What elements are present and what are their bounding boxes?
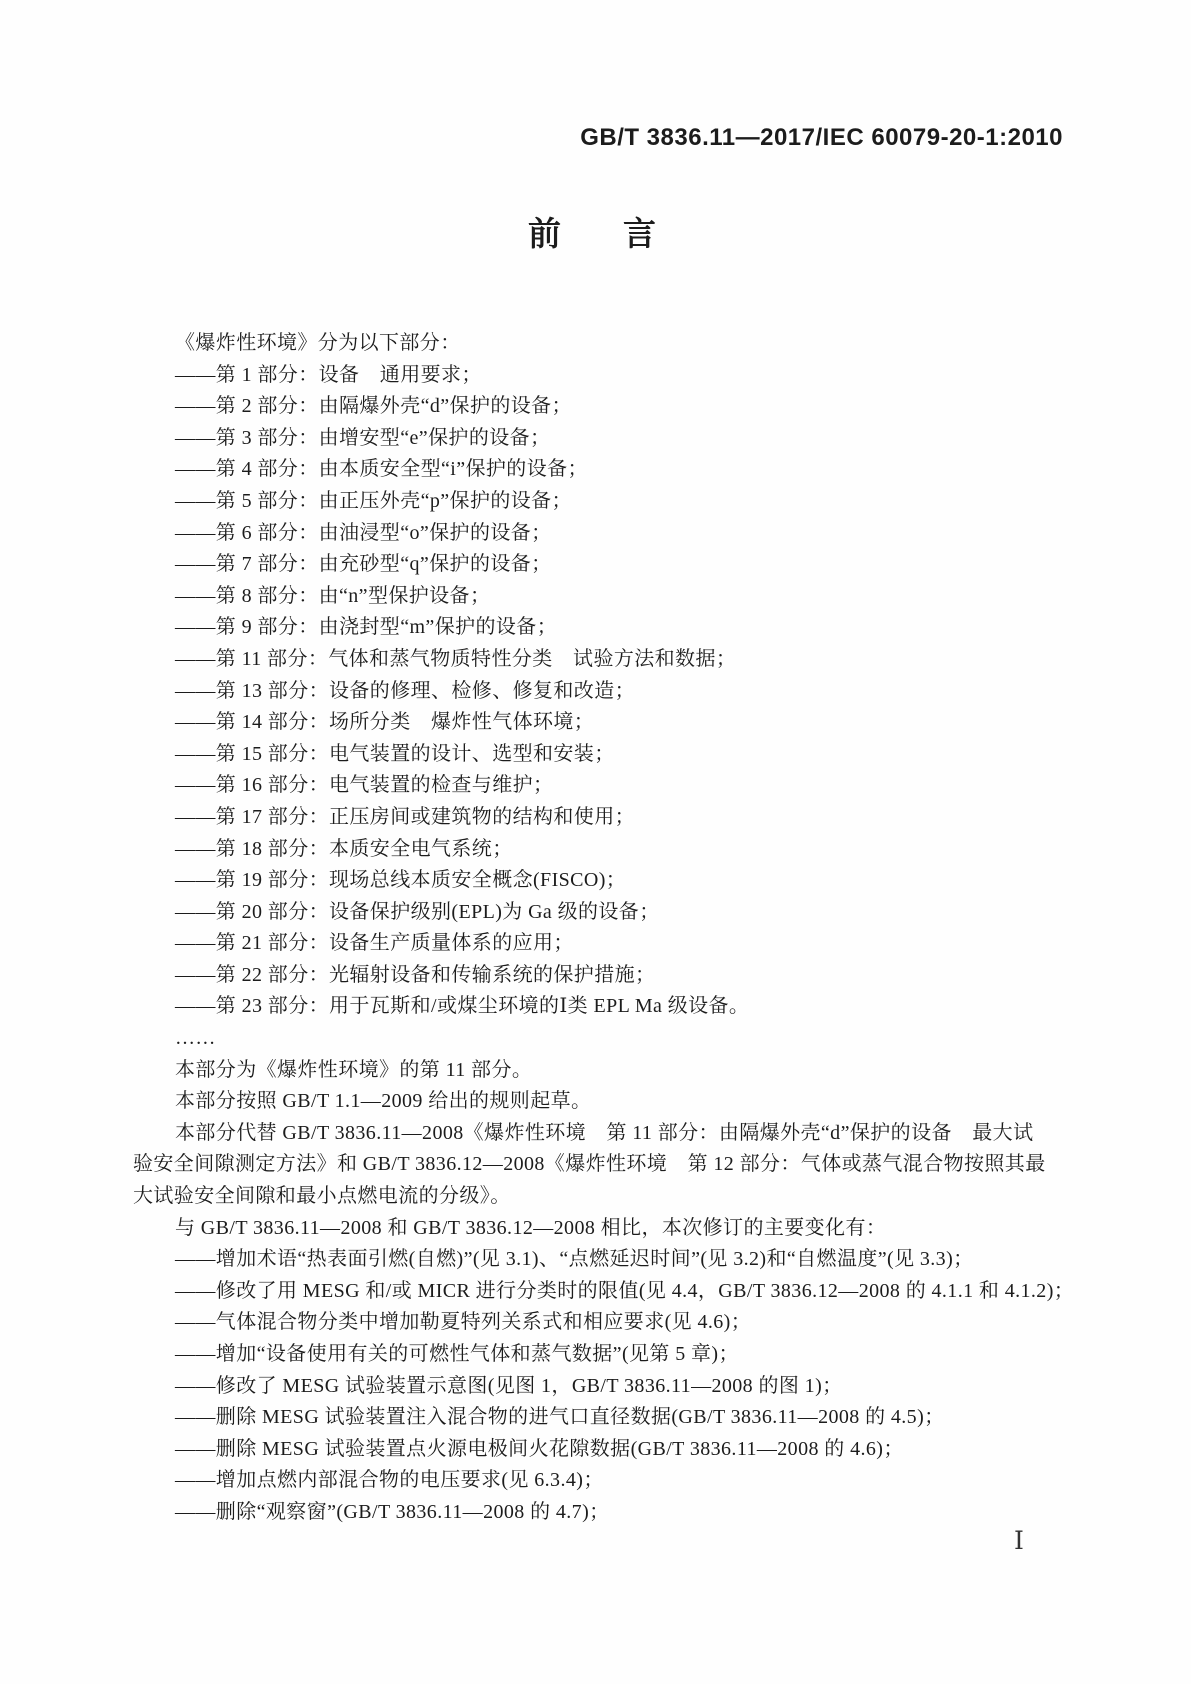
foreword-line: ——第 4 部分：由本质安全型“i”保护的设备； (175, 458, 588, 481)
foreword-line: ——第 1 部分：设备 通用要求； (175, 363, 482, 386)
foreword-line: ——修改了 MESG 试验装置示意图(见图 1，GB/T 3836.11—2008 的图 1)； (175, 1374, 843, 1397)
foreword-line: ——第 3 部分：由增安型“e”保护的设备； (175, 426, 551, 449)
foreword-line: ——第 23 部分：用于瓦斯和/或煤尘环境的Ⅰ类 EPL Ma 级设备。 (175, 995, 750, 1018)
foreword-line: ——增加点燃内部混合物的电压要求(见 6.3.4)； (175, 1469, 604, 1492)
foreword-line: ——第 2 部分：由隔爆外壳“d”保护的设备； (175, 395, 572, 418)
foreword-line: …… (175, 1027, 216, 1050)
foreword-line: ——第 15 部分：电气装置的设计、选型和安装； (175, 742, 615, 765)
foreword-line: ——第 11 部分：气体和蒸气物质特性分类 试验方法和数据； (175, 647, 737, 670)
foreword-body (133, 328, 1075, 1529)
foreword-line: ——第 21 部分：设备生产质量体系的应用； (175, 932, 574, 955)
foreword-line: 本部分按照 GB/T 1.1—2009 给出的规则起草。 (175, 1090, 592, 1113)
title-char-2: 言 (623, 215, 656, 252)
foreword-line: ——修改了用 MESG 和/或 MICR 进行分类时的限值(见 4.4，GB/T 3836.12—2008 的 4.1.1 和 4.1.2)； (175, 1279, 1075, 1302)
foreword-line: ——删除“观察窗”(GB/T 3836.11—2008 的 4.7)； (175, 1500, 610, 1523)
foreword-line: ——第 9 部分：由浇封型“m”保护的设备； (175, 616, 558, 639)
foreword-line: 本部分代替 GB/T 3836.11—2008《爆炸性环境 第 11 部分：由隔爆外壳“d”保护的设备 最大试 (175, 1121, 1034, 1144)
foreword-line: ——第 19 部分：现场总线本质安全概念(FISCO)； (175, 869, 627, 892)
foreword-line: ——增加术语“热表面引燃(自燃)”(见 3.1)、“点燃延迟时间”(见 3.2)和“自燃温度”(见 3.3)； (175, 1248, 974, 1271)
foreword-line: ——第 16 部分：电气装置的检查与维护； (175, 774, 554, 797)
foreword-line: ——第 7 部分：由充砂型“q”保护的设备； (175, 553, 552, 576)
foreword-line: ——第 20 部分：设备保护级别(EPL)为 Ga 级的设备； (175, 900, 660, 923)
page-title (133, 216, 1051, 252)
foreword-line: 本部分为《爆炸性环境》的第 11 部分。 (175, 1058, 533, 1081)
title-char-1: 前 (528, 215, 561, 252)
foreword-line: ——删除 MESG 试验装置注入混合物的进气口直径数据(GB/T 3836.11—2008 的 4.5)； (175, 1406, 945, 1429)
foreword-line: 与 GB/T 3836.11—2008 和 GB/T 3836.12—2008 相比，本次修订的主要变化有： (175, 1216, 887, 1239)
foreword-line: ——第 18 部分：本质安全电气系统； (175, 837, 513, 860)
foreword-line: ——第 8 部分：由“n”型保护设备； (175, 584, 491, 607)
foreword-line: 大试验安全间隙和最小点燃电流的分级》。 (133, 1185, 511, 1208)
foreword-line: 验安全间隙测定方法》和 GB/T 3836.12—2008《爆炸性环境 第 12 部分：气体或蒸气混合物按照其最 (133, 1153, 1046, 1176)
foreword-line: ——第 17 部分：正压房间或建筑物的结构和使用； (175, 805, 635, 828)
foreword-line: 《爆炸性环境》分为以下部分： (175, 332, 461, 354)
foreword-line: ——第 14 部分：场所分类 爆炸性气体环境； (175, 711, 595, 734)
foreword-line: ——气体混合物分类中增加勒夏特列关系式和相应要求(见 4.6)； (175, 1311, 752, 1334)
foreword-line: ——第 6 部分：由油浸型“o”保护的设备； (175, 521, 552, 544)
page-number: Ⅰ (1014, 1528, 1024, 1555)
foreword-line: ——第 5 部分：由正压外壳“p”保护的设备； (175, 489, 572, 512)
foreword-line: ——第 22 部分：光辐射设备和传输系统的保护措施； (175, 963, 656, 986)
foreword-line: ——第 13 部分：设备的修理、检修、修复和改造； (175, 679, 635, 702)
foreword-line: ——增加“设备使用有关的可燃性气体和蒸气数据”(见第 5 章)； (175, 1343, 739, 1365)
standard-code: GB/T 3836.11—2017/IEC 60079-20-1:2010 (580, 124, 1063, 151)
foreword-line: ——删除 MESG 试验装置点火源电极间火花隙数据(GB/T 3836.11—2008 的 4.6)； (175, 1437, 904, 1460)
